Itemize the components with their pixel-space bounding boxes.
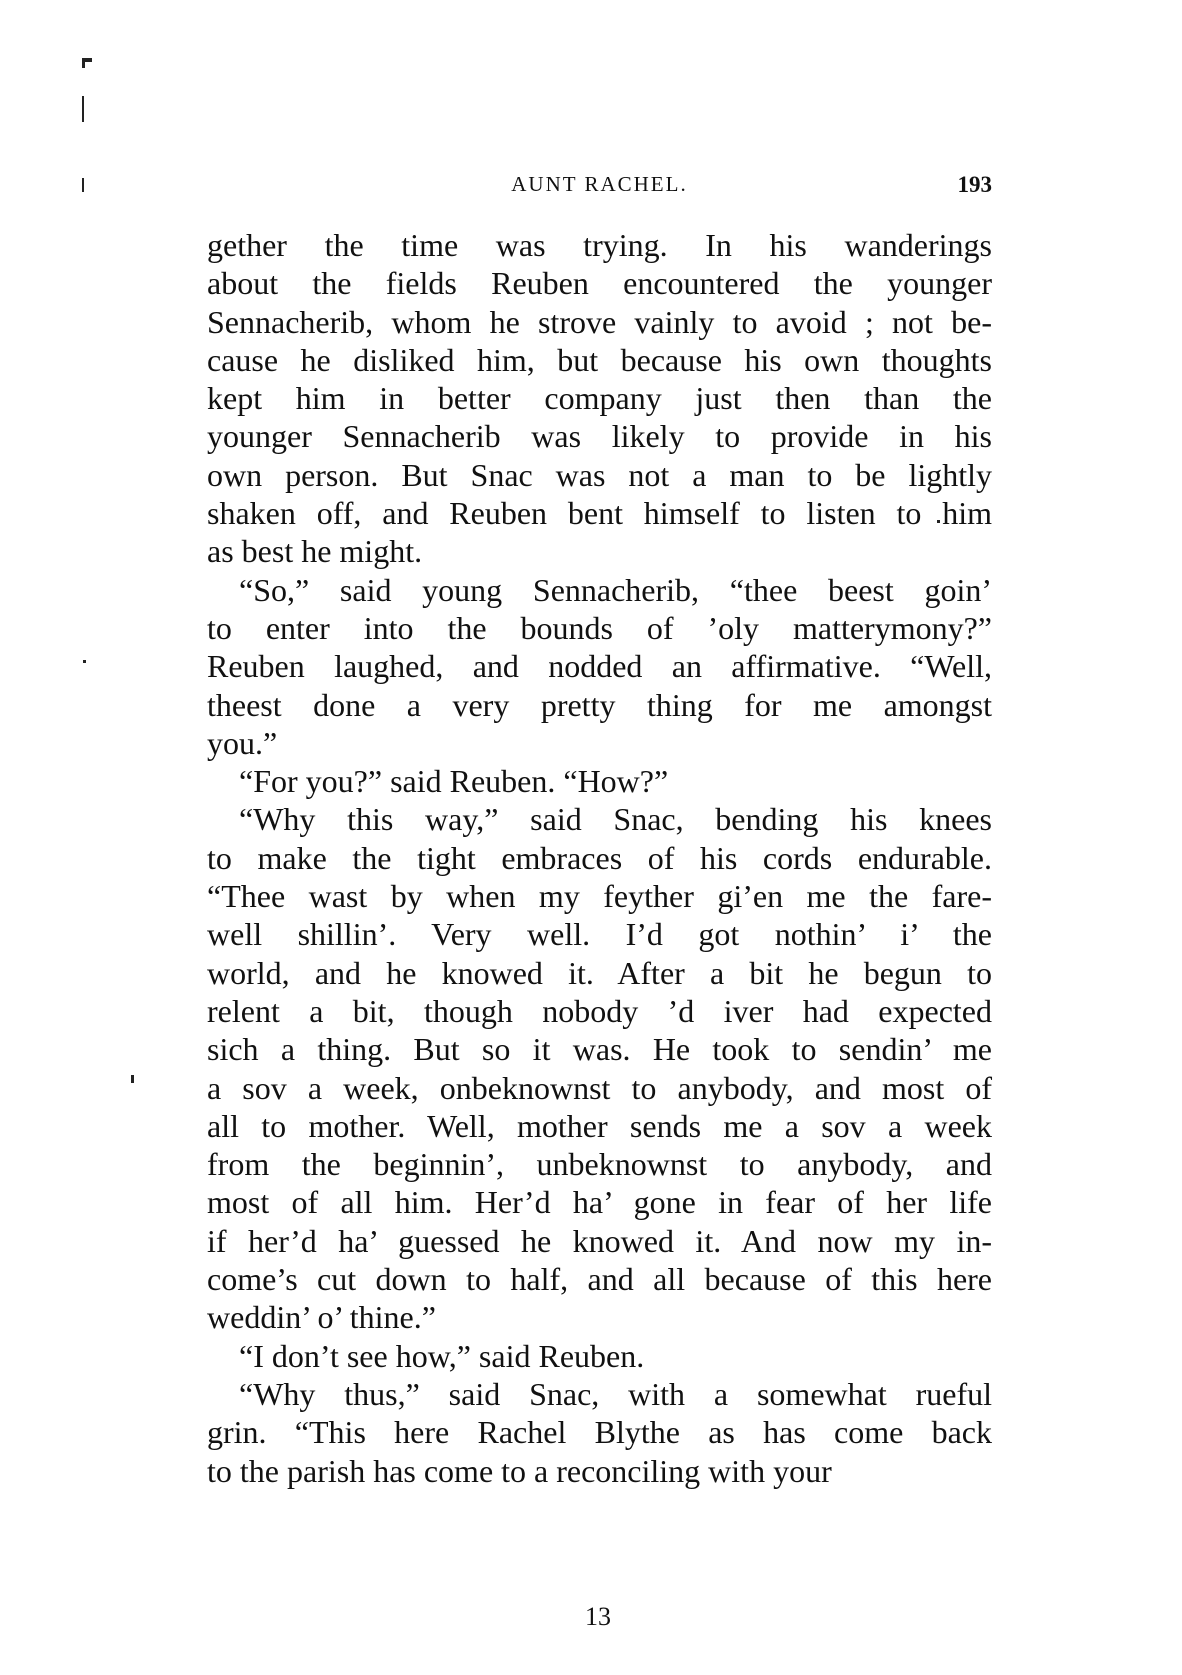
margin-mark [82,96,84,122]
text-line: if her’d ha’ guessed he knowed it. And now my in- [207,1222,992,1259]
text-line: from the beginnin’, unbeknownst to anybody, and [207,1146,992,1183]
margin-mark [83,660,86,663]
signature-mark: 13 [585,1602,611,1631]
text-line: world, and he knowed it. After a bit he begun to [207,954,992,991]
text-line: own person. But Snac was not a man to be lightly [207,456,992,493]
margin-mark [82,178,84,192]
body-text [207,226,992,1490]
text-line: gether the time was trying. In his wanderings [207,227,992,263]
text-line: “Why this way,” said Snac, bending his knees [239,801,992,838]
text-line: kept him in better company just then than the [207,380,992,417]
text-line: a sov a week, onbeknownst to anybody, and most of [207,1069,992,1106]
text-line: Sennacherib, whom he strove vainly to avoid ; not be- [207,303,992,340]
margin-mark [131,1075,134,1083]
text-line: come’s cut down to half, and all because of this here [207,1261,992,1298]
paragraph [207,800,992,1336]
text-line: “So,” said young Sennacherib, “thee beest goin’ [239,571,992,608]
text-line: sich a thing. But so it was. He took to sendin’ me [207,1031,992,1068]
text-line: weddin’ o’ thine.” [207,1299,436,1336]
text-line: to make the tight embraces of his cords endurable. [207,839,992,876]
text-line: younger Sennacherib was likely to provide in his [207,418,992,455]
paragraph [207,1337,992,1375]
text-line: as best he might. [207,533,423,570]
text-line: about the fields Reuben encountered the younger [207,265,992,302]
text-line: you.” [207,724,278,761]
text-line: shaken off, and Reuben bent himself to listen to him [207,495,992,532]
text-line: relent a bit, though nobody ’d iver had expected [207,992,992,1029]
text-line: theest done a very pretty thing for me amongst [207,686,992,723]
text-line: “I don’t see how,” said Reuben. [239,1337,645,1374]
text-line: “Why thus,” said Snac, with a somewhat rueful [239,1375,992,1412]
page-number: 193 [957,172,992,197]
text-line: to enter into the bounds of ’oly matterymony?” [207,609,992,646]
text-line: all to mother. Well, mother sends me a sov a week [207,1107,992,1144]
running-title: AUNT RACHEL. [511,172,688,196]
text-line: most of all him. Her’d ha’ gone in fear of her life [207,1184,992,1221]
running-head [207,172,992,202]
margin-mark [82,58,85,68]
paragraph [207,1375,992,1490]
text-line: cause he disliked him, but because his own thoughts [207,341,992,378]
text-line: grin. “This here Rachel Blythe as has come back [207,1414,992,1451]
paragraph [207,571,992,762]
text-line: “For you?” said Reuben. “How?” [239,763,669,800]
text-line: to the parish has come to a reconciling with your [207,1452,832,1489]
paragraph [207,226,992,571]
text-line: Reuben laughed, and nodded an affirmative. “Well, [207,648,992,685]
paragraph [207,762,992,800]
text-line: “Thee wast by when my feyther gi’en me the fare- [207,878,992,915]
text-line: well shillin’. Very well. I’d got nothin’ i’ the [207,916,992,953]
